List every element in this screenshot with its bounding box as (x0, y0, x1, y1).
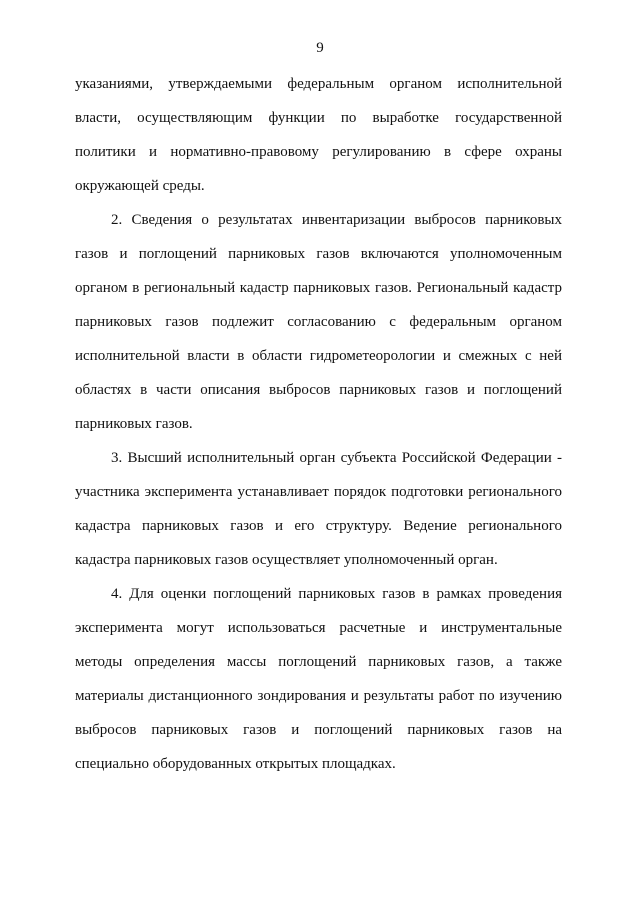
paragraph-item-2 (75, 210, 562, 448)
text-line: газов и поглощений парниковых газов включаются уполномоченным (75, 246, 562, 262)
text-line: исполнительной власти в области гидрометеорологии и смежных с ней (75, 348, 562, 364)
text-line: участника эксперимента устанавливает порядок подготовки регионального (75, 484, 562, 500)
paragraph-item-4 (75, 584, 562, 788)
text-line: эксперимента могут использоваться расчетные и инструментальные (75, 620, 562, 636)
text-line: окружающей среды. (75, 178, 205, 194)
text-line: областях в части описания выбросов парниковых газов и поглощений (75, 382, 562, 398)
text-line: парниковых газов подлежит согласованию с федеральным органом (75, 314, 562, 330)
text-line: выбросов парниковых газов и поглощений парниковых газов на (75, 722, 562, 738)
paragraph-continuation (75, 74, 562, 210)
text-line: методы определения массы поглощений парниковых газов, а также (75, 654, 562, 670)
text-line: материалы дистанционного зондирования и результаты работ по изучению (75, 688, 562, 704)
text-line: кадастра парниковых газов и его структуру. Ведение регионального (75, 518, 562, 534)
text-line: политики и нормативно-правовому регулированию в сфере охраны (75, 144, 562, 160)
text-line: власти, осуществляющим функции по выработке государственной (75, 110, 562, 126)
text-line: парниковых газов. (75, 416, 193, 432)
text-line: специально оборудованных открытых площадках. (75, 756, 396, 772)
text-line: 2. Сведения о результатах инвентаризации выбросов парниковых (111, 212, 562, 228)
text-line: кадастра парниковых газов осуществляет уполномоченный орган. (75, 552, 498, 568)
document-body (75, 74, 562, 788)
text-line: органом в региональный кадастр парниковых газов. Региональный кадастр (75, 280, 562, 296)
text-line: указаниями, утверждаемыми федеральным органом исполнительной (75, 76, 562, 92)
paragraph-item-3 (75, 448, 562, 584)
text-line: 4. Для оценки поглощений парниковых газов в рамках проведения (111, 586, 562, 602)
page-number: 9 (316, 40, 324, 56)
text-line: 3. Высший исполнительный орган субъекта Российской Федерации - (111, 450, 562, 466)
